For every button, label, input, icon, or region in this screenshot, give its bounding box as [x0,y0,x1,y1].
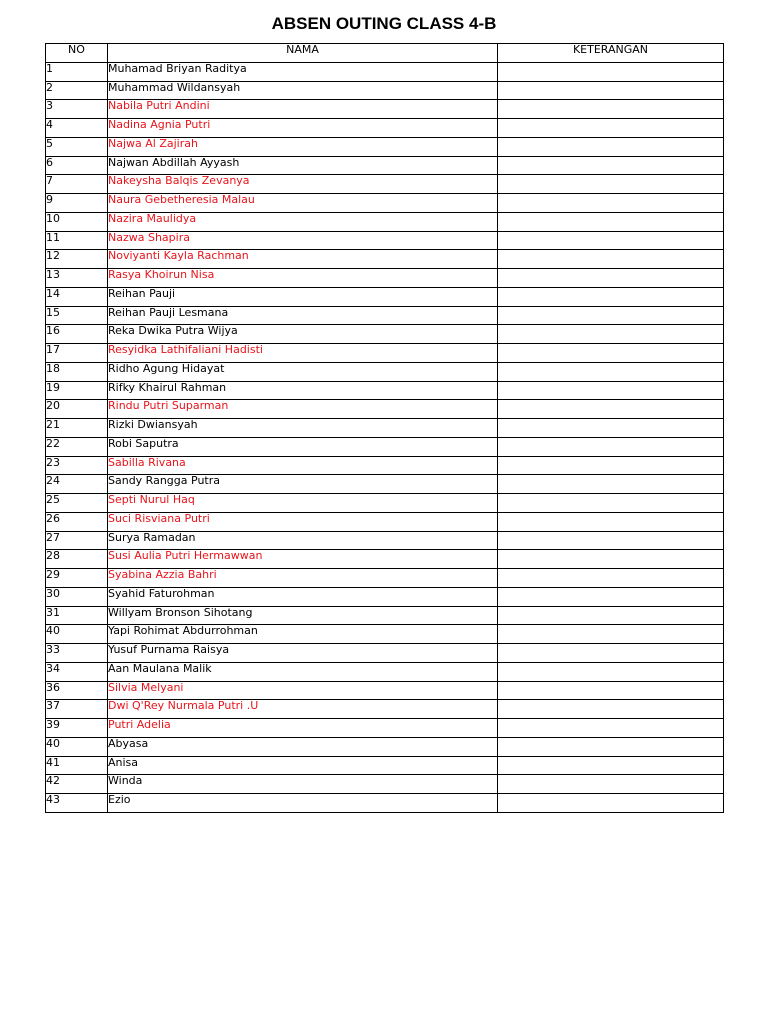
table-row [46,512,724,531]
table-row [46,194,724,213]
row-nama: Yapi Rohimat Abdurrohman [108,625,498,644]
row-keterangan [498,475,724,494]
table-row [46,794,724,813]
row-keterangan [498,606,724,625]
row-no: 15 [46,306,108,325]
row-no: 14 [46,287,108,306]
table-body [46,62,724,812]
row-keterangan [498,325,724,344]
row-keterangan [498,437,724,456]
row-no: 41 [46,756,108,775]
header-nama: NAMA [108,44,498,63]
row-keterangan [498,137,724,156]
row-no: 26 [46,512,108,531]
table-row [46,137,724,156]
row-no: 30 [46,587,108,606]
row-keterangan [498,644,724,663]
row-no: 10 [46,212,108,231]
row-keterangan [498,681,724,700]
row-no: 25 [46,494,108,513]
row-nama: Suci Risviana Putri [108,512,498,531]
table-row [46,475,724,494]
table-row [46,325,724,344]
table-row [46,156,724,175]
row-no: 4 [46,119,108,138]
table-row [46,119,724,138]
row-keterangan [498,344,724,363]
row-keterangan [498,737,724,756]
table-row [46,775,724,794]
row-keterangan [498,175,724,194]
row-nama: Susi Aulia Putri Hermawwan [108,550,498,569]
row-keterangan [498,494,724,513]
table-row [46,362,724,381]
row-nama: Rifky Khairul Rahman [108,381,498,400]
table-row [46,606,724,625]
row-keterangan [498,269,724,288]
table-row [46,419,724,438]
row-keterangan [498,306,724,325]
row-nama: Surya Ramadan [108,531,498,550]
row-nama: Nadina Agnia Putri [108,119,498,138]
row-nama: Najwan Abdillah Ayyash [108,156,498,175]
table-row [46,737,724,756]
header-row [46,44,724,63]
row-nama: Reka Dwika Putra Wijya [108,325,498,344]
table-row [46,100,724,119]
row-no: 36 [46,681,108,700]
row-no: 11 [46,231,108,250]
row-keterangan [498,512,724,531]
row-no: 16 [46,325,108,344]
table-row [46,700,724,719]
row-no: 31 [46,606,108,625]
table-row [46,437,724,456]
row-no: 18 [46,362,108,381]
row-nama: Willyam Bronson Sihotang [108,606,498,625]
row-keterangan [498,81,724,100]
row-no: 22 [46,437,108,456]
page-title: ABSEN OUTING CLASS 4-B [271,14,497,33]
table-row [46,719,724,738]
row-nama: Sandy Rangga Putra [108,475,498,494]
row-no: 33 [46,644,108,663]
row-no: 37 [46,700,108,719]
row-nama: Nakeysha Balqis Zevanya [108,175,498,194]
row-nama: Nazira Maulidya [108,212,498,231]
row-no: 20 [46,400,108,419]
table-row [46,569,724,588]
row-keterangan [498,287,724,306]
table-row [46,175,724,194]
row-no: 40 [46,737,108,756]
row-keterangan [498,662,724,681]
table-row [46,212,724,231]
row-no: 3 [46,100,108,119]
table-row [46,231,724,250]
table-row [46,381,724,400]
row-no: 1 [46,62,108,81]
table-row [46,81,724,100]
row-no: 13 [46,269,108,288]
table-row [46,250,724,269]
row-no: 42 [46,775,108,794]
row-nama: Reihan Pauji [108,287,498,306]
row-nama: Yusuf Purnama Raisya [108,644,498,663]
table-row [46,587,724,606]
row-no: 39 [46,719,108,738]
header-no: NO [46,44,108,63]
table-row [46,550,724,569]
row-keterangan [498,531,724,550]
row-no: 29 [46,569,108,588]
row-keterangan [498,250,724,269]
row-no: 17 [46,344,108,363]
row-no: 6 [46,156,108,175]
row-nama: Anisa [108,756,498,775]
row-nama: Rizki Dwiansyah [108,419,498,438]
table-row [46,662,724,681]
row-nama: Rasya Khoirun Nisa [108,269,498,288]
row-no: 12 [46,250,108,269]
row-keterangan [498,719,724,738]
row-keterangan [498,550,724,569]
table-row [46,400,724,419]
row-keterangan [498,794,724,813]
row-keterangan [498,362,724,381]
row-keterangan [498,231,724,250]
row-keterangan [498,381,724,400]
row-nama: Putri Adelia [108,719,498,738]
row-keterangan [498,194,724,213]
row-no: 34 [46,662,108,681]
row-keterangan [498,119,724,138]
row-nama: Rindu Putri Suparman [108,400,498,419]
header-keterangan: KETERANGAN [498,44,724,63]
row-no: 5 [46,137,108,156]
table-row [46,456,724,475]
row-nama: Noviyanti Kayla Rachman [108,250,498,269]
table-row [46,681,724,700]
row-nama: Nabila Putri Andini [108,100,498,119]
row-no: 27 [46,531,108,550]
row-keterangan [498,100,724,119]
row-keterangan [498,569,724,588]
table-row [46,306,724,325]
row-keterangan [498,587,724,606]
table-row [46,344,724,363]
table-row [46,62,724,81]
row-nama: Robi Saputra [108,437,498,456]
table-row [46,644,724,663]
attendance-table [45,43,724,813]
row-keterangan [498,62,724,81]
row-no: 24 [46,475,108,494]
row-keterangan [498,756,724,775]
row-nama: Sabilla Rivana [108,456,498,475]
row-no: 9 [46,194,108,213]
row-keterangan [498,775,724,794]
row-nama: Winda [108,775,498,794]
row-nama: Septi Nurul Haq [108,494,498,513]
row-nama: Nazwa Shapira [108,231,498,250]
row-nama: Abyasa [108,737,498,756]
row-nama: Muhammad Wildansyah [108,81,498,100]
row-no: 2 [46,81,108,100]
row-nama: Syahid Faturohman [108,587,498,606]
row-keterangan [498,419,724,438]
row-nama: Naura Gebetheresia Malau [108,194,498,213]
table-row [46,269,724,288]
row-no: 7 [46,175,108,194]
table-row [46,287,724,306]
row-nama: Reihan Pauji Lesmana [108,306,498,325]
row-keterangan [498,625,724,644]
table-row [46,756,724,775]
row-nama: Silvia Melyani [108,681,498,700]
row-keterangan [498,700,724,719]
row-no: 19 [46,381,108,400]
row-keterangan [498,156,724,175]
row-nama: Aan Maulana Malik [108,662,498,681]
row-nama: Ezio [108,794,498,813]
table-row [46,625,724,644]
row-no: 43 [46,794,108,813]
row-keterangan [498,400,724,419]
row-nama: Resyidka Lathifaliani Hadisti [108,344,498,363]
row-nama: Ridho Agung Hidayat [108,362,498,381]
row-nama: Najwa Al Zajirah [108,137,498,156]
row-keterangan [498,456,724,475]
table-row [46,494,724,513]
row-no: 40 [46,625,108,644]
row-no: 28 [46,550,108,569]
table-row [46,531,724,550]
row-no: 23 [46,456,108,475]
row-nama: Syabina Azzia Bahri [108,569,498,588]
row-no: 21 [46,419,108,438]
row-nama: Dwi Q'Rey Nurmala Putri .U [108,700,498,719]
row-keterangan [498,212,724,231]
row-nama: Muhamad Briyan Raditya [108,62,498,81]
